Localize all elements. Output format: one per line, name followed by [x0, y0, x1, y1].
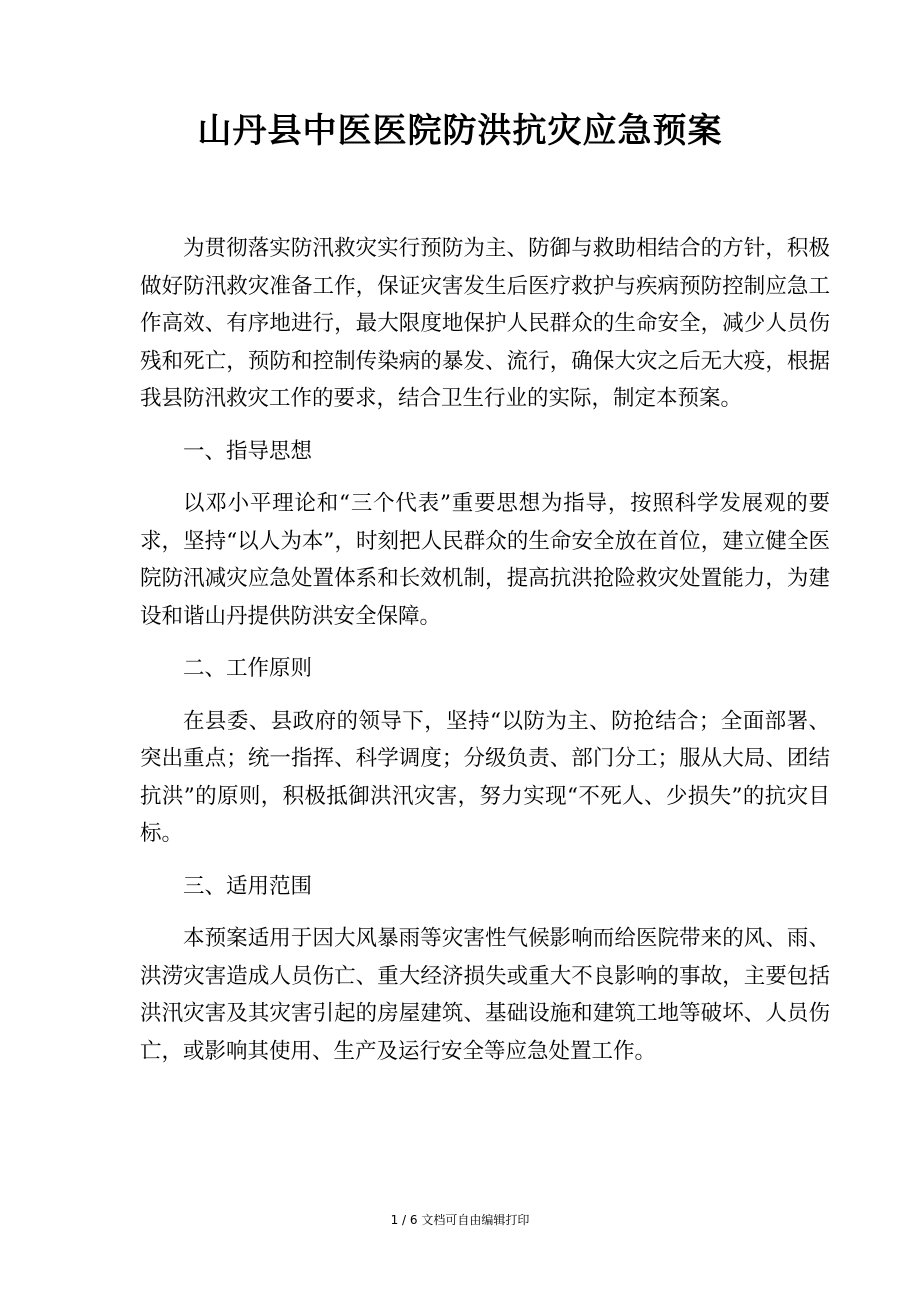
section-heading-guiding-ideology: 一、指导思想 [183, 438, 313, 464]
page-footer: 1 / 6 文档可自由编辑打印 [390, 1213, 530, 1227]
section-body-working-principles: 在县委、县政府的领导下，坚持“以防为主、防抢结合；全面部署、突出重点；统一指挥、科学调度；分级负责、部门分工；服从大局、团结抗洪”的原则，积极抵御洪汛灾害，努力实现“不死人、少损失”的抗灾目标。 [140, 708, 830, 846]
section-heading-working-principles: 二、工作原则 [183, 656, 313, 681]
document-body [140, 230, 830, 1085]
section-body-guiding-ideology: 以邓小平理论和“三个代表”重要思想为指导，按照科学发展观的要求，坚持“以人为本”，时刻把人民群众的生命安全放在首位，建立健全医院防汛减灾应急处置体系和长效机制，提高抗洪抢险救灾处置能力，为建设和谐山丹提供防洪安全保障。 [140, 491, 830, 629]
document-title: 山丹县中医医院防洪抗灾应急预案 [197, 111, 723, 151]
intro-paragraph: 为贯彻落实防汛救灾实行预防为主、防御与救助相结合的方针，积极做好防汛救灾准备工作，保证灾害发生后医疗救护与疾病预防控制应急工作高效、有序地进行，最大限度地保护人民群众的生命安全，减少人员伤残和死亡，预防和控制传染病的暴发、流行，确保大灾之后无大疫，根据我县防汛救灾工作的要求，结合卫生行业的实际，制定本预案。 [140, 236, 830, 411]
section-body-scope: 本预案适用于因大风暴雨等灾害性气候影响而给医院带来的风、雨、洪涝灾害造成人员伤亡、重大经济损失或重大不良影响的事故，主要包括洪汛灾害及其灾害引起的房屋建筑、基础设施和建筑工地等破坏、人员伤亡，或影响其使用、生产及运行安全等应急处置工作。 [140, 926, 830, 1064]
section-heading-scope: 三、适用范围 [183, 873, 313, 899]
